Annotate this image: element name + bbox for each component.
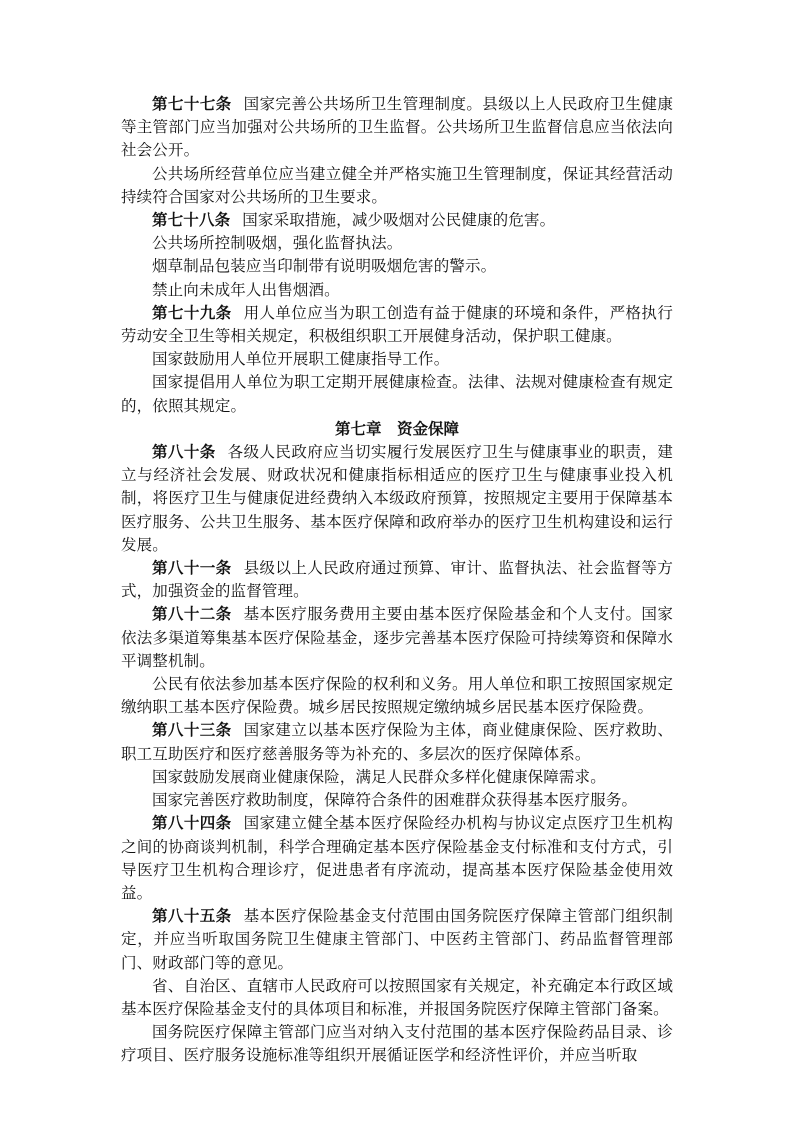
article-79 [121,302,673,348]
article-number: 第八十二条 [152,605,232,624]
paragraph: 禁止向未成年人出售烟酒。 [152,280,340,299]
article-number: 第七十九条 [152,303,232,322]
article-83 [121,719,673,765]
paragraph: 国家完善医疗救助制度，保障符合条件的困难群众获得基本医疗服务。 [152,791,638,810]
article-77 [121,93,673,163]
paragraph: 国家鼓励发展商业健康保险，满足人民群众多样化健康保障需求。 [152,767,606,786]
article-80 [121,441,673,557]
paragraph: 国务院医疗保障主管部门应当对纳入支付范围的基本医疗保险药品目录、诊疗项目、医疗服务设施标准等组织开展循证医学和经济性评价，并应当听取 [121,1023,673,1065]
article-number: 第七十八条 [152,211,231,230]
article-text: 基本医疗服务费用主要由基本医疗保险基金和个人支付。国家依法多渠道筹集基本医疗保险基金，逐步完善基本医疗保险可持续筹资和保障水平调整机制。 [121,605,673,670]
paragraph: 国家鼓励用人单位开展职工健康指导工作。 [152,350,450,369]
article-text: 国家建立以基本医疗保险为主体，商业健康保险、医疗救助、职工互助医疗和医疗慈善服务等为补充的、多层次的医疗保障体系。 [121,721,673,763]
article-81 [121,557,673,603]
chapter-heading: 第七章 资金保障 [334,419,459,438]
paragraph: 烟草制品包装应当印制带有说明吸烟危害的警示。 [152,257,497,276]
document-page [121,93,673,1068]
article-text: 国家完善公共场所卫生管理制度。县级以上人民政府卫生健康等主管部门应当加强对公共场所的卫生监督。公共场所卫生监督信息应当依法向社会公开。 [121,95,673,160]
paragraph: 国家提倡用人单位为职工定期开展健康检查。法律、法规对健康检查有规定的，依照其规定。 [121,373,673,415]
paragraph: 公共场所控制吸烟，强化监督执法。 [152,234,403,253]
article-78 [121,209,673,232]
article-number: 第八十三条 [152,721,232,740]
article-84 [121,812,673,905]
article-text: 用人单位应当为职工创造有益于健康的环境和条件，严格执行劳动安全卫生等相关规定，积极组织职工开展健身活动，保护职工健康。 [121,303,673,346]
article-85 [121,905,673,975]
paragraph: 公民有依法参加基本医疗保险的权利和义务。用人单位和职工按照国家规定缴纳职工基本医疗保险费。城乡居民按照规定缴纳城乡居民基本医疗保险费。 [121,675,673,717]
article-number: 第八十一条 [152,559,232,578]
article-82 [121,603,673,673]
article-text: 各级人民政府应当切实履行发展医疗卫生与健康事业的职责，建立与经济社会发展、财政状况和健康指标相适应的医疗卫生与健康事业投入机制，将医疗卫生与健康促进经费纳入本级政府预算，按照规定主要用于保障基本医疗服务、公共卫生服务、基本医疗保障和政府举办的医疗卫生机构建设和运行发展。 [121,443,674,554]
article-text: 基本医疗保险基金支付范围由国务院医疗保障主管部门组织制定，并应当听取国务院卫生健康主管部门、中医药主管部门、药品监督管理部门、财政部门等的意见。 [121,907,673,972]
article-text: 国家采取措施，减少吸烟对公民健康的危害。 [242,211,556,230]
article-number: 第八十五条 [152,907,232,926]
article-text: 县级以上人民政府通过预算、审计、监督执法、社会监督等方式，加强资金的监督管理。 [121,559,673,601]
paragraph: 省、自治区、直辖市人民政府可以按照国家有关规定，补充确定本行政区域基本医疗保险基金支付的具体项目和标准，并报国务院医疗保障主管部门备案。 [121,976,673,1018]
article-number: 第七十七条 [152,95,232,113]
article-text: 国家建立健全基本医疗保险经办机构与协议定点医疗卫生机构之间的协商谈判机制，科学合理确定基本医疗保险基金支付标准和支付方式，引导医疗卫生机构合理诊疗，促进患者有序流动，提高基本医疗保险基金使用效益。 [121,814,673,902]
article-number: 第八十条 [152,443,216,462]
paragraph: 公共场所经营单位应当建立健全并严格实施卫生管理制度，保证其经营活动持续符合国家对公共场所的卫生要求。 [121,164,673,206]
article-number: 第八十四条 [152,814,232,833]
